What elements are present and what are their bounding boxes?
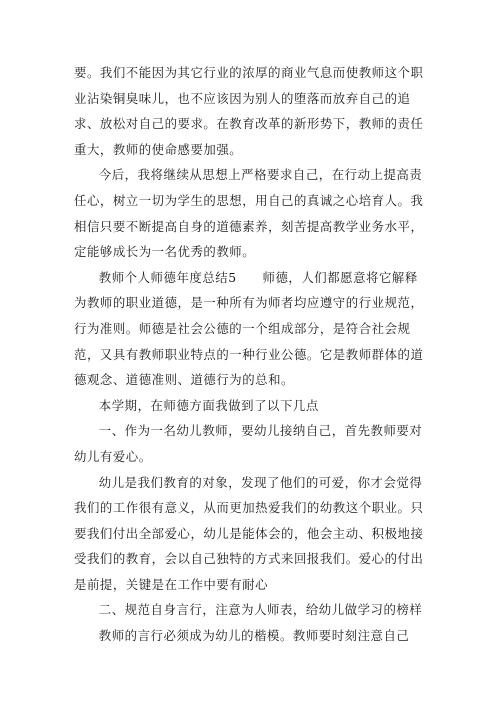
paragraph-6: 幼儿是我们教育的对象，发现了他们的可爱，你才会觉得我们的工作很有意义，从而更加热爱我们的幼教这个职业。只要我们付出全部爱心，幼儿是能体会的，他会主动、积极地接受我们的教育，会以自己独特的方式来回报我们。爱心的付出是前提，关键是在工作中要有耐心	[74, 474, 424, 592]
paragraph-2: 今后，我将继续从思想上严格要求自己，在行动上提高责任心，树立一切为学生的思想，用自己的真诚之心培育人。我相信只要不断提高自身的道德素养，刻苦提高教学业务水平，定能够成长为一名优秀的教师。	[74, 167, 424, 260]
paragraph-1: 要。我们不能因为其它行业的浓厚的商业气息而使教师这个职业沾染铜臭味儿，也不应该因为别人的堕落而放弃自己的追求、放松对自己的要求。在教育改革的新形势下，教师的责任重大，教师的使命感要加强。	[74, 65, 424, 157]
paragraph-8: 教师的言行必须成为幼儿的楷模。教师要时刻注意自己	[98, 628, 410, 644]
paragraph-5: 一、作为一名幼儿教师，要幼儿接纳自己，首先教师要对幼儿有爱心。	[74, 423, 423, 464]
paragraph-4: 本学期，在师德方面我做到了以下几点	[98, 397, 319, 413]
paragraph-3: 教师个人师德年度总结5 师德，人们都愿意将它解释为教师的职业道德，是一种所有为师者均应遵守的行业规范，行为准则。师德是社会公德的一个组成部分，是符合社会规范，又具有教师职业特点的一种行业公德。它是教师群体的道德观念、道德准则、道德行为的总和。	[74, 269, 424, 388]
document-body	[74, 60, 429, 649]
paragraph-7: 二、规范自身言行，注意为人师表，给幼儿做学习的榜样	[98, 602, 423, 618]
